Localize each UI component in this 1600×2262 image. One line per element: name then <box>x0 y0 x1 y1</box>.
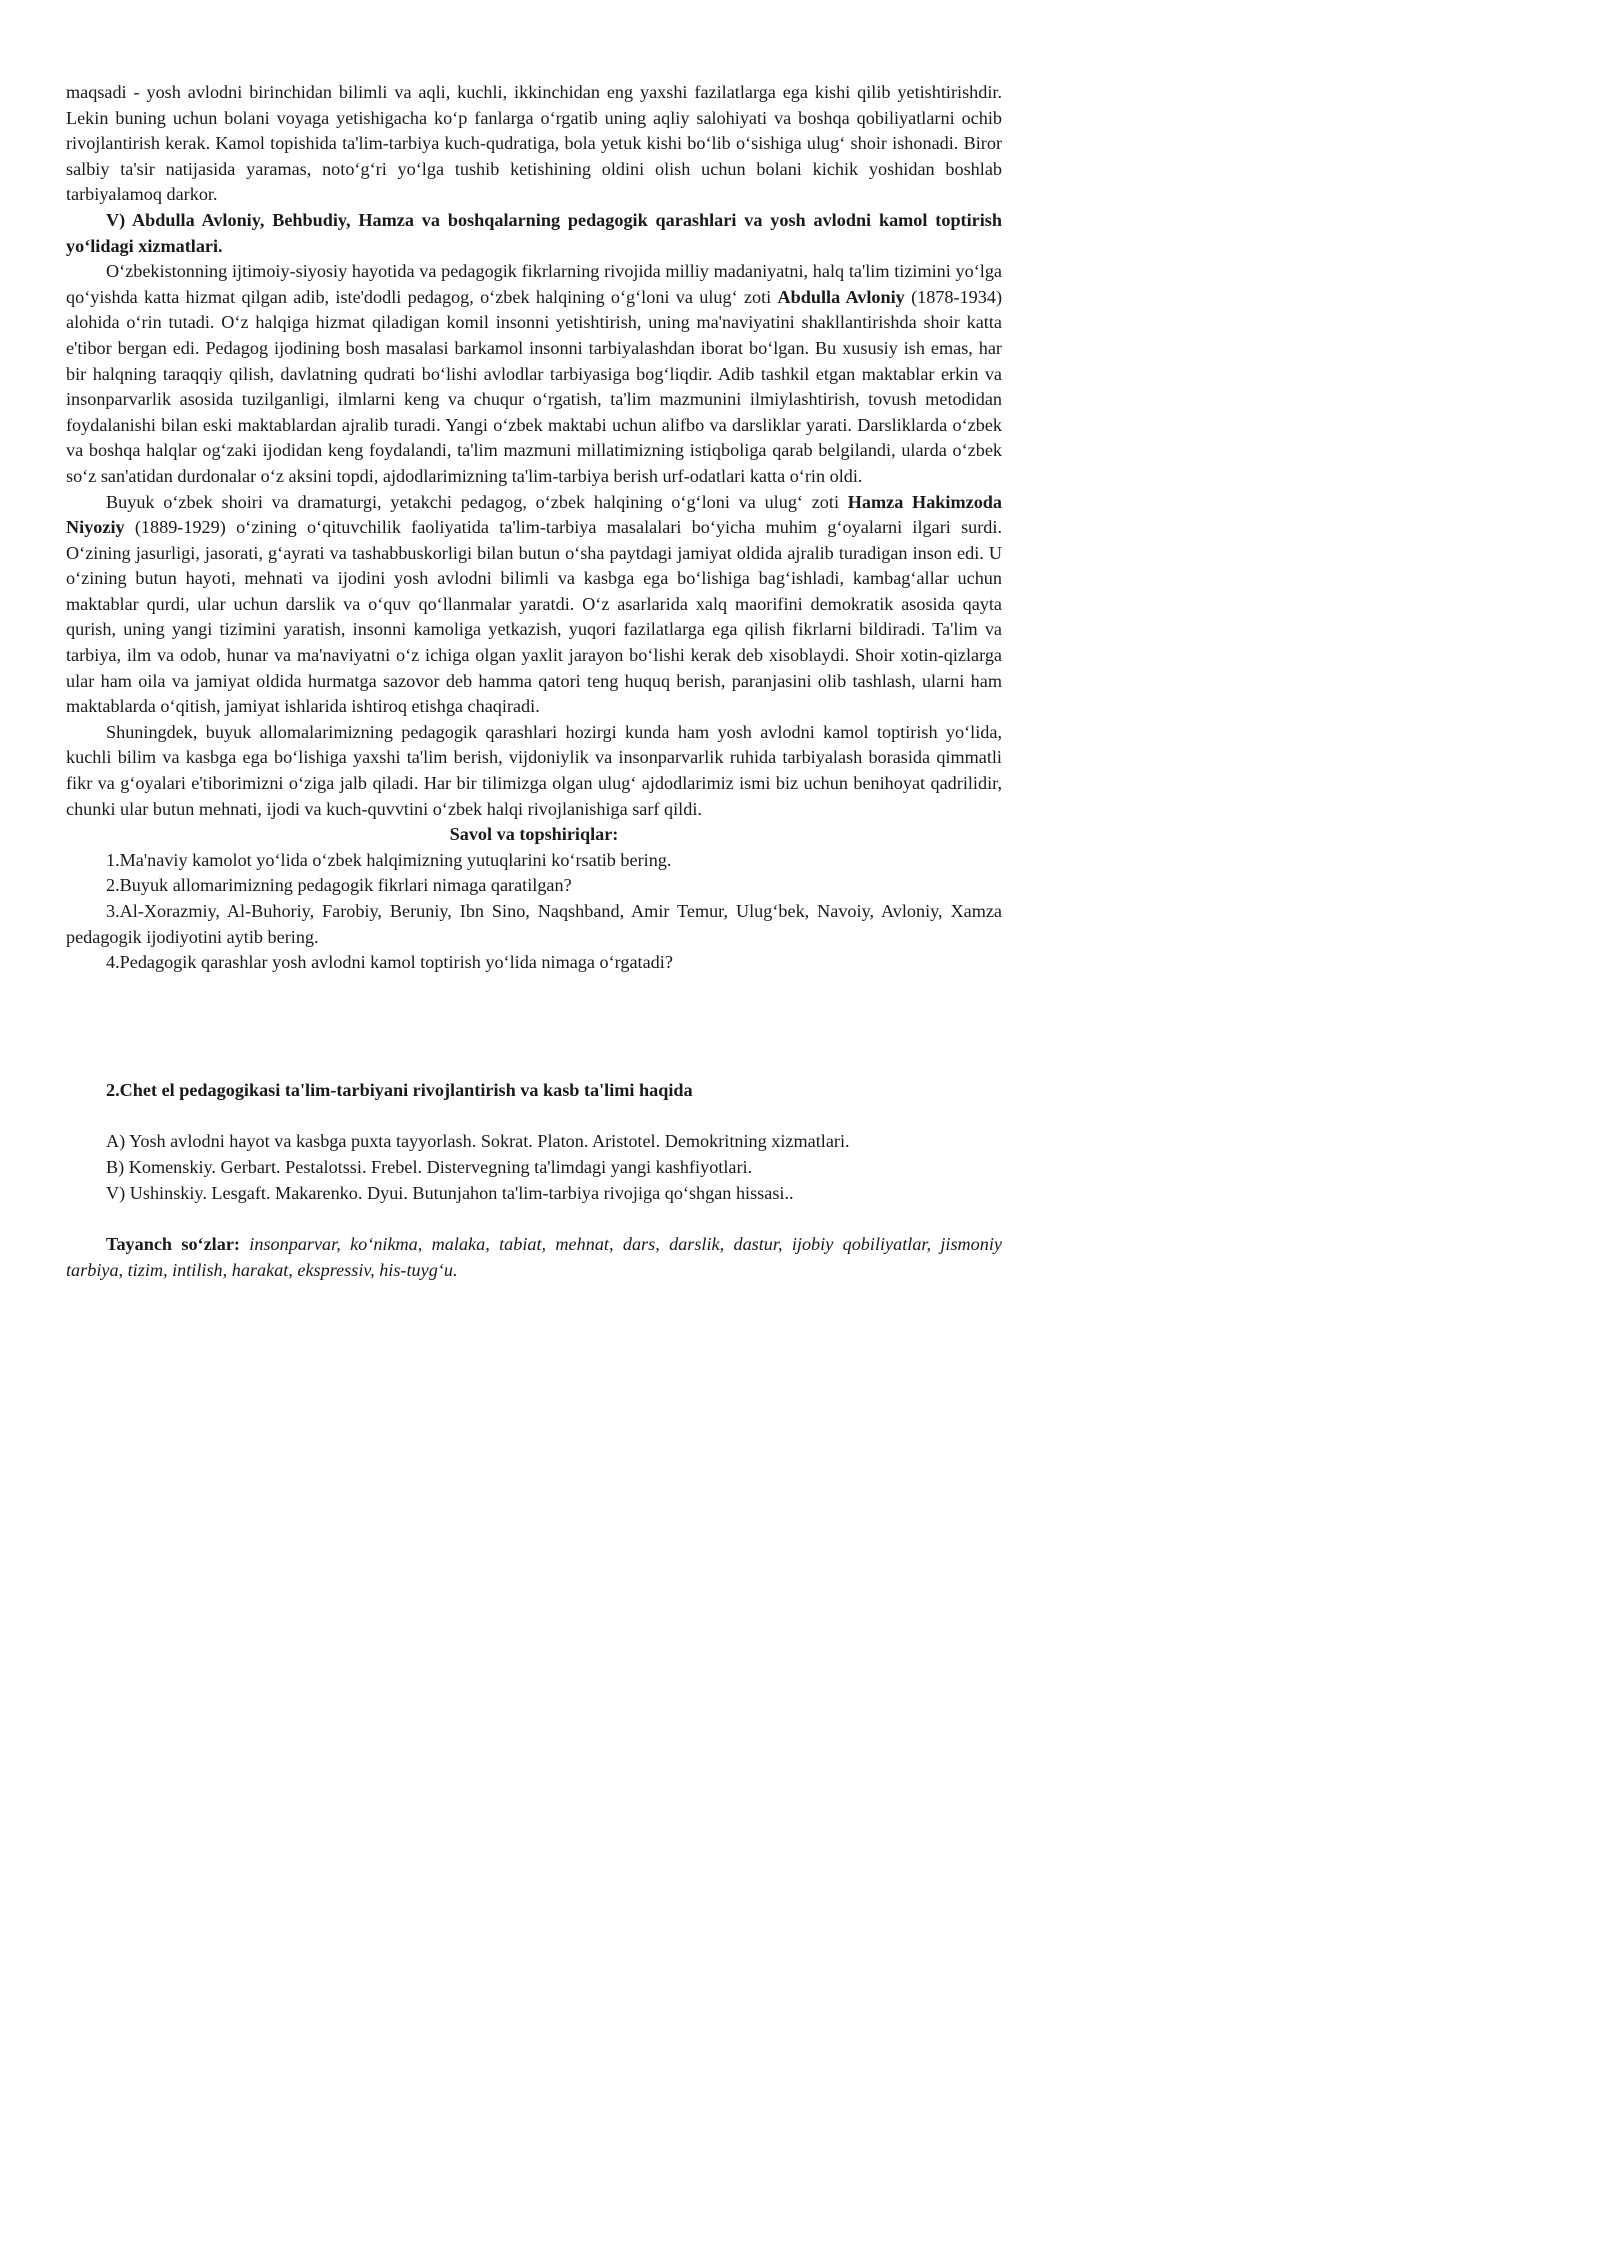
question-item: 4.Pedagogik qarashlar yosh avlodni kamol toptirish yoʻlida nimaga oʻrgatadi? <box>106 952 673 973</box>
paragraph-avloniy-text-b: (1878-1934) alohida oʻrin tutadi. Oʻz halqiga hizmat qiladigan komil insonni yetishtirish, uning ma'naviyatini shakllantirishda shoir katta e'tibor bergan edi. Pedagog ijodining bosh masalasi barkamol insonni tarbiyalashdan iborat boʻlgan. Bu xususiy ish emas, har bir halqning taraqqiy qilish, davlatning qudrati boʻlishi avlodlar tarbiyasiga bogʻliqdir. Adib tashkil etgan maktablar erkin va insonparvarlik asosida tuzilganligi, ilmlarni keng va chuqur oʻrgatish, ta'lim mazmunini ilmiylashtirish, tovush metodidan foydalanishi bilan eski maktablardan ajralib turadi. Yangi oʻzbek maktabi uchun alifbo va darsliklar yarati. Darsliklarda oʻzbek va boshqa halqlar ogʻzaki ijodidan keng foydalandi, ta'lim mazmuni millatimizning istiqboliga qarab belgilandi, ularda oʻzbek soʻz san'atidan durdonalar oʻz aksini topdi, ajdodlarimizning ta'lim-tarbiya berish urf-odatlari katta oʻrin oldi. <box>66 286 1003 486</box>
spacer <box>66 976 1002 1078</box>
question-item: 3.Al-Xorazmiy, Al-Buhoriy, Farobiy, Beruniy, Ibn Sino, Naqshband, Amir Temur, Ulugʻbek, Navoiy, Avloniy, Xamza pedagogik ijodiyotini aytib bering. <box>66 901 1002 947</box>
chapter-heading: 2.Chet el pedagogikasi ta'lim-tarbiyani rivojlantirish va kasb ta'limi haqida <box>106 1079 693 1100</box>
name-avloniy: Abdulla Avloniy <box>777 286 905 307</box>
name-hamza: Hamza Hakimzoda Niyoziy <box>66 491 1002 538</box>
keywords-list: insonparvar, koʻnikma, malaka, tabiat, mehnat, dars, darslik, dastur, ijobiy qobiliyatlar, jismoniy tarbiya, tizim, intilish, harakat, ekspressiv, his-tuygʻu. <box>66 1234 1002 1280</box>
question-item: 2.Buyuk allomarimizning pedagogik fikrlari nimaga qaratilgan? <box>106 875 572 896</box>
keywords-label: Tayanch soʻzlar: <box>106 1234 240 1255</box>
paragraph-hamza-text-b: (1889-1929) oʻzining oʻqituvchilik faoliyatida ta'lim-tarbiya masalalari boʻyicha muhim gʻoyalarni ilgari surdi. Oʻzining jasurligi, jasorati, gʻayrati va tashabbuskorligi bilan butun oʻsha paytdagi jamiyat oldida ajralib turadigan inson edi. U oʻzining butun hayoti, mehnati va ijodini yosh avlodni bilimli va kasbga ega boʻlishiga bagʻishladi, kambagʻallar uchun maktablar qurdi, ular uchun darslik va oʻquv qoʻllanmalar yaratdi. Oʻz asarlarida xalq maorifini demokratik asosida qayta qurish, uning yangi tizimini yaratish, insonni kamoliga yetkazish, yuqori fazilatlarga ega qilish fikrlarni bildiradi. Ta'lim va tarbiya, ilm va odob, hunar va ma'naviyatni oʻz ichiga olgan yaxlit jarayon boʻlishi kerak deb xisoblaydi. Shoir xotin-qizlarga ular ham oila va jamiyat oldida hurmatga sazovor deb hamma qatori teng huquq berish, paranjasini olib tashlash, ularni ham maktablarda oʻqitish, jamiyat ishlarida ishtiroq etishga chaqiradi. <box>66 517 1002 717</box>
plan-item: B) Komenskiy. Gerbart. Pestalotssi. Frebel. Distervegning ta'limdagi yangi kashfiyotlari. <box>106 1156 753 1177</box>
plan-item: A) Yosh avlodni hayot va kasbga puxta tayyorlash. Sokrat. Platon. Aristotel. Demokritning xizmatlari. <box>106 1131 850 1152</box>
section-v-heading: V) Abdulla Avloniy, Behbudiy, Hamza va boshqalarning pedagogik qarashlari va yosh avlodni kamol toptirish yoʻlidagi xizmatlari. <box>66 209 1002 256</box>
spacer <box>66 1206 1002 1232</box>
document-page <box>66 80 1002 1283</box>
questions-title: Savol va topshiriqlar: <box>449 824 619 845</box>
paragraph-avloniy <box>66 259 1002 489</box>
paragraph-hamza-text-a: Buyuk oʻzbek shoiri va dramaturgi, yetakchi pedagog, oʻzbek halqining oʻgʻloni va ulugʻ zoti <box>106 491 848 512</box>
spacer <box>66 1103 1002 1129</box>
paragraph-avloniy-text-a: Oʻzbekistonning ijtimoiy-siyosiy hayotida va pedagogik fikrlarning rivojida milliy madaniyatni, halq ta'lim tizimini yoʻlga qoʻyishda katta hizmat qilgan adib, iste'dodli pedagog, oʻzbek halqining oʻgʻloni va ulugʻ zoti <box>66 261 1002 307</box>
question-item: 1.Ma'naviy kamolot yoʻlida oʻzbek halqimizning yutuqlarini koʻrsatib bering. <box>106 849 672 870</box>
paragraph-conclusion: Shuningdek, buyuk allomalarimizning pedagogik qarashlari hozirgi kunda ham yosh avlodni kamol toptirish yoʻlida, kuchli bilim va kasbga ega boʻlishiga yaxshi ta'lim berish, vijdoniylik va insonparvarlik ruhida tarbiyalash borasida qimmatli fikr va gʻoyalari e'tiborimizni oʻziga jalb qiladi. Har bir tilimizga olgan ulugʻ ajdodlarimiz ismi biz uchun benihoyat qadrilidir, chunki ular butun mehnati, ijodi va kuch-quvvtini oʻzbek halqi rivojlanishiga sarf qildi. <box>66 721 1002 819</box>
keywords-paragraph <box>66 1232 1002 1283</box>
plan-item: V) Ushinskiy. Lesgaft. Makarenko. Dyui. Butunjahon ta'lim-tarbiya rivojiga qoʻshgan hissasi.. <box>106 1182 794 1203</box>
paragraph-intro: maqsadi - yosh avlodni birinchidan bilimli va aqli, kuchli, ikkinchidan eng yaxshi fazilatlarga ega kishi qilib yetishtirishdir. Lekin buning uchun bolani voyaga yetishigacha koʻp fanlarga oʻrgatib uning aqliy salohiyati va boshqa qobiliyatlarni ochib rivojlantirish kerak. Kamol topishida ta'lim-tarbiya kuch-qudratiga, bola yetuk kishi boʻlib oʻsishiga ulugʻ shoir ishonadi. Biror salbiy ta'sir natijasida yaramas, notoʻgʻri yoʻlga tushib ketishining oldini olish uchun bolani kichik yoshidan boshlab tarbiyalamoq darkor. <box>66 82 1002 205</box>
paragraph-hamza <box>66 490 1002 720</box>
